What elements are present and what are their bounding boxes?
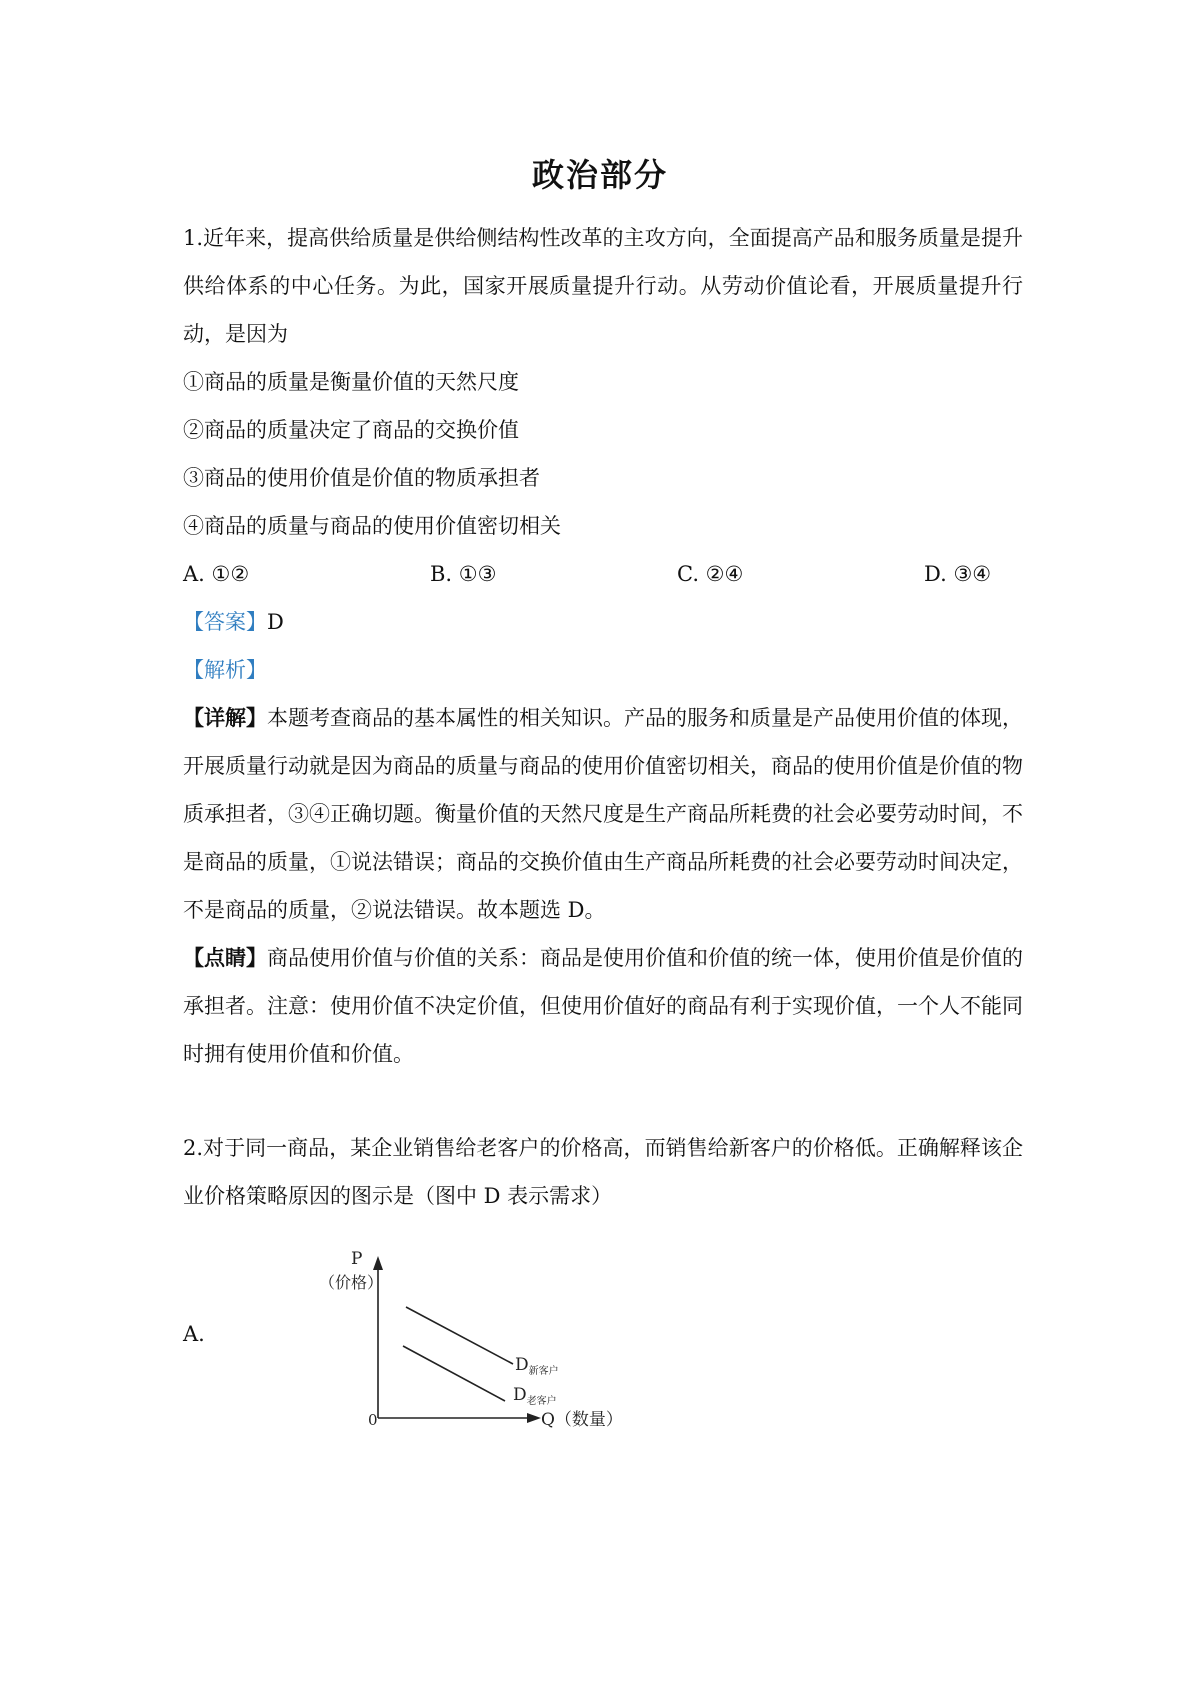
detail-text: 本题考查商品的基本属性的相关知识。产品的服务和质量是产品使用价值的体现，开展质量行动就是因为商品的质量与商品的使用价值密切相关，商品的使用价值是价值的物质承担者，③④正确切题。衡量价值的天然尺度是生产商品所耗费的社会必要劳动时间，不是商品的质量，①说法错误；商品的交换价值由生产商品所耗费的社会必要劳动时间决定，不是商品的质量，②说法错误。故本题选 D。 [183,706,1023,922]
q2-option-a-figure [183,1240,1023,1450]
q1-option-b: B. ①③ [430,562,497,586]
q2-option-a-label: A. [183,1322,205,1346]
answer-value: D [267,610,284,634]
origin-label: 0 [368,1411,378,1429]
q1-option-a: A. ①② [183,562,250,586]
q1-options [183,550,1023,598]
curve-upper-sub: 新客户 [528,1366,559,1377]
q1-statement-4: ④商品的质量与商品的使用价值密切相关 [183,514,561,538]
q2-stem: 2.对于同一商品，某企业销售给老客户的价格高，而销售给新客户的价格低。正确解释该企业价格策略原因的图示是（图中 D 表示需求） [183,1136,1023,1208]
q1-option-c: C. ②④ [677,562,744,586]
q1-answer-line [183,598,1023,646]
curve-lower-label [513,1385,557,1407]
demand-graph [273,1240,623,1440]
q1-statement-2: ②商品的质量决定了商品的交换价值 [183,418,519,442]
q1-tip [183,934,1023,1078]
curve-lower-d: D [513,1385,527,1405]
curve-upper-d: D [515,1355,529,1375]
analysis-tag: 【解析】 [183,658,267,682]
curve-lower-sub: 老客户 [526,1396,557,1407]
q1-detail [183,694,1023,934]
q1-stem: 1.近年来，提高供给质量是供给侧结构性改革的主攻方向，全面提高产品和服务质量是提升供给体系的中心任务。为此，国家开展质量提升行动。从劳动价值论看，开展质量提升行动，是因为 [183,226,1023,346]
y-axis-label: P [351,1249,363,1269]
tip-tag: 【点睛】 [183,945,267,970]
x-axis-arrow [527,1413,541,1423]
q1-option-d: D. ③④ [924,562,992,586]
page-title: 政治部分 [531,156,668,194]
detail-tag: 【详解】 [183,705,267,730]
q1-statement-1: ①商品的质量是衡量价值的天然尺度 [183,370,519,394]
demand-curve-lower [403,1346,505,1401]
document-body [183,214,1023,1450]
tip-text: 商品使用价值与价值的关系：商品是使用价值和价值的统一体，使用价值是价值的承担者。注意：使用价值不决定价值，但使用价值好的商品有利于实现价值，一个人不能同时拥有使用价值和价值。 [183,946,1023,1066]
y-axis-sublabel: （价格） [319,1273,384,1292]
y-axis-arrow [373,1256,383,1270]
q1-statement-3: ③商品的使用价值是价值的物质承担者 [183,466,540,490]
curve-upper-label [515,1355,559,1377]
answer-tag: 【答案】 [183,610,267,634]
x-axis-label: Q（数量） [541,1410,623,1430]
question-spacer [183,1078,1023,1124]
